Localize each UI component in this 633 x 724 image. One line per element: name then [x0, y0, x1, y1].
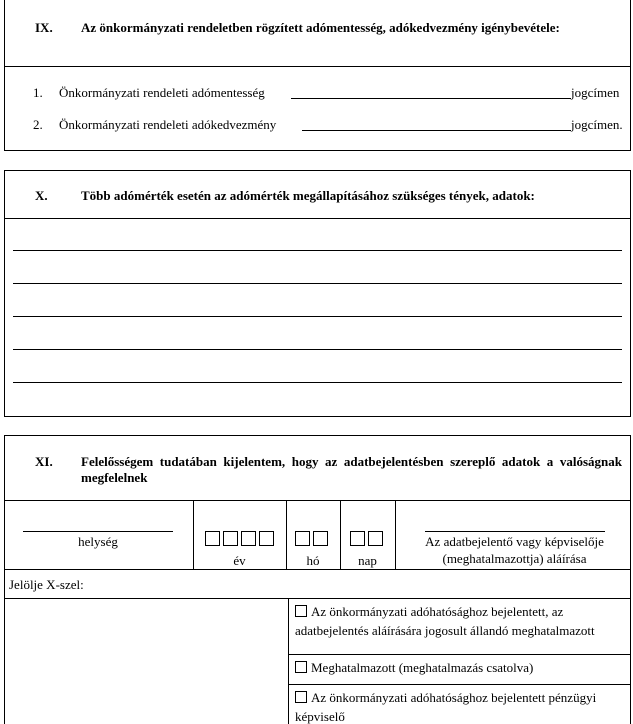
signature-grid	[5, 501, 630, 570]
option-label: Az önkormányzati adóhatósághoz bejelentett pénzügyi képviselő	[295, 690, 597, 724]
signature-label: Az adatbejelentő vagy képviselője	[425, 534, 604, 549]
row-suffix: jogcímen.	[571, 117, 623, 132]
option-financial-representative[interactable]	[288, 685, 630, 724]
section-title: Több adómérték esetén az adómérték megállapításához szükséges tények, adatok:	[81, 188, 535, 203]
row-number: 2.	[33, 117, 43, 132]
row-label: Önkormányzati rendeleti adómentesség	[59, 85, 265, 100]
month-boxes[interactable]	[295, 531, 331, 549]
exemption-blank-field[interactable]	[291, 85, 571, 99]
divider	[395, 501, 396, 569]
option-authorized-agent[interactable]	[288, 655, 630, 685]
place-field[interactable]	[23, 531, 173, 532]
discount-row	[5, 117, 630, 137]
signature-field[interactable]	[425, 531, 605, 532]
checkbox-icon[interactable]	[295, 691, 307, 703]
section-xi-header	[5, 436, 630, 501]
place-label: helység	[78, 534, 118, 549]
section-x	[4, 170, 631, 417]
checkbox-icon[interactable]	[295, 605, 307, 617]
row-number: 1.	[33, 85, 43, 100]
discount-blank-field[interactable]	[302, 117, 571, 131]
section-title: Az önkormányzati rendeletben rögzített adómentesség, adókedvezmény igénybevétele:	[81, 20, 560, 35]
section-x-header	[5, 171, 630, 219]
option-label: Meghatalmazott (meghatalmazás csatolva)	[311, 660, 534, 675]
section-number: XI.	[35, 454, 53, 469]
answer-line[interactable]	[13, 316, 622, 317]
signature-label: (meghatalmazottja) aláírása	[442, 551, 587, 566]
answer-line[interactable]	[13, 382, 622, 383]
section-title: Felelősségem tudatában kijelentem, hogy az adatbejelentésben szereplő adatok a valóságnak megfelelnek	[81, 454, 622, 485]
checkbox-icon[interactable]	[295, 661, 307, 673]
mark-instruction: Jelölje X-szel:	[9, 577, 84, 592]
exemption-row	[5, 85, 630, 105]
row-suffix: jogcímen	[571, 85, 620, 100]
section-ix	[4, 0, 631, 151]
year-label: év	[233, 553, 246, 568]
year-boxes[interactable]	[205, 531, 277, 549]
row-label: Önkormányzati rendeleti adókedvezmény	[59, 117, 277, 132]
section-xi	[4, 435, 631, 724]
answer-line[interactable]	[13, 349, 622, 350]
option-label: Az önkormányzati adóhatósághoz bejelentett, az adatbejelentés aláírására jogosult állandó meghatalmazott	[295, 604, 595, 638]
answer-line[interactable]	[13, 283, 622, 284]
day-boxes[interactable]	[350, 531, 386, 549]
day-label: nap	[358, 553, 377, 568]
representative-options	[5, 598, 630, 724]
answer-line[interactable]	[13, 250, 622, 251]
section-number: X.	[35, 188, 48, 203]
month-label: hó	[306, 553, 320, 568]
section-ix-header	[5, 0, 630, 67]
section-number: IX.	[35, 20, 53, 35]
option-permanent-representative[interactable]	[288, 599, 630, 655]
